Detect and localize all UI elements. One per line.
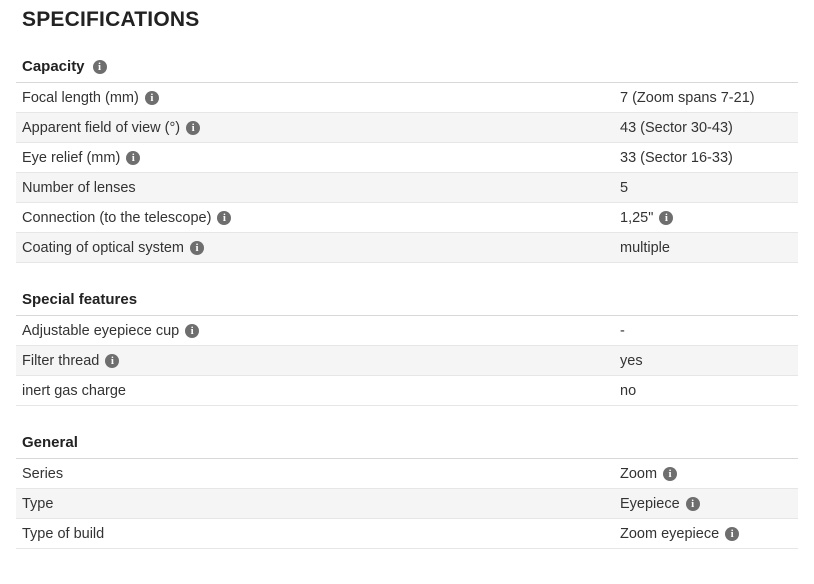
info-icon[interactable]: i <box>105 354 119 368</box>
spec-row <box>16 376 798 406</box>
spec-value <box>620 323 798 339</box>
spec-label <box>16 496 620 512</box>
section-title <box>16 291 798 316</box>
spec-value <box>620 120 798 136</box>
spec-value-text: 7 (Zoom spans 7-21) <box>620 89 755 106</box>
spec-label-text: Focal length (mm) <box>22 89 139 106</box>
spec-label <box>16 90 620 106</box>
info-icon[interactable]: i <box>190 241 204 255</box>
spec-value-text: yes <box>620 352 643 369</box>
spec-value-text: 1,25" <box>620 209 654 226</box>
spec-label-text: Connection (to the telescope) <box>22 209 212 226</box>
spec-label-text: Number of lenses <box>22 179 136 196</box>
spec-value-text: Zoom eyepiece <box>620 525 720 542</box>
spec-value-text: no <box>620 382 637 399</box>
spec-row <box>16 519 798 549</box>
spec-label <box>16 466 620 482</box>
spec-row <box>16 489 798 519</box>
spec-label <box>16 180 620 196</box>
spec-row <box>16 316 798 346</box>
spec-label-text: Eye relief (mm) <box>22 149 121 166</box>
spec-label <box>16 210 620 226</box>
info-icon[interactable]: i <box>185 324 199 338</box>
info-icon[interactable]: i <box>663 467 677 481</box>
spec-rows <box>16 83 798 263</box>
spec-row <box>16 203 798 233</box>
spec-value-text: 33 (Sector 16-33) <box>620 149 733 166</box>
spec-label-text: Filter thread <box>22 352 100 369</box>
spec-value <box>620 496 798 512</box>
spec-row <box>16 346 798 376</box>
spec-value-text: Eyepiece <box>620 495 680 512</box>
section-title-label: Special features <box>22 291 138 308</box>
info-icon[interactable]: i <box>186 121 200 135</box>
spec-value <box>620 210 798 226</box>
info-icon[interactable]: i <box>145 91 159 105</box>
spec-value <box>620 90 798 106</box>
spec-value <box>620 180 798 196</box>
spec-label <box>16 240 620 256</box>
spec-row <box>16 143 798 173</box>
spec-value-text: - <box>620 322 625 339</box>
section-spacer <box>16 412 798 434</box>
spec-label-text: Coating of optical system <box>22 239 184 256</box>
section-spacer <box>16 269 798 291</box>
spec-value-text: multiple <box>620 239 670 256</box>
spec-value <box>620 466 798 482</box>
spec-rows <box>16 316 798 406</box>
spec-value <box>620 353 798 369</box>
section-title <box>16 58 798 83</box>
spec-label <box>16 120 620 136</box>
spec-label <box>16 150 620 166</box>
page-title: SPECIFICATIONS <box>22 8 200 31</box>
info-icon[interactable]: i <box>93 60 107 74</box>
spec-rows <box>16 459 798 549</box>
spec-label-text: inert gas charge <box>22 382 126 399</box>
spec-row <box>16 113 798 143</box>
spec-section <box>16 291 798 406</box>
specifications-sections <box>16 58 798 549</box>
spec-row <box>16 173 798 203</box>
spec-label <box>16 383 620 399</box>
spec-value-text: 43 (Sector 30-43) <box>620 119 733 136</box>
spec-value-text: 5 <box>620 179 629 196</box>
info-icon[interactable]: i <box>659 211 673 225</box>
spec-section <box>16 58 798 263</box>
info-icon[interactable]: i <box>126 151 140 165</box>
section-title-label: General <box>22 434 78 451</box>
section-title <box>16 434 798 459</box>
spec-label-text: Adjustable eyepiece cup <box>22 322 180 339</box>
spec-label <box>16 353 620 369</box>
spec-row <box>16 83 798 113</box>
spec-label <box>16 526 620 542</box>
spec-value <box>620 150 798 166</box>
spec-value <box>620 240 798 256</box>
info-icon[interactable]: i <box>725 527 739 541</box>
spec-value <box>620 383 798 399</box>
spec-row <box>16 233 798 263</box>
spec-value-text: Zoom <box>620 465 658 482</box>
spec-row <box>16 459 798 489</box>
spec-label-text: Type of build <box>22 525 105 542</box>
spec-section <box>16 434 798 549</box>
info-icon[interactable]: i <box>217 211 231 225</box>
section-title-label: Capacity <box>22 58 85 75</box>
spec-value <box>620 526 798 542</box>
info-icon[interactable]: i <box>686 497 700 511</box>
spec-label-text: Apparent field of view (°) <box>22 119 181 136</box>
spec-label-text: Type <box>22 495 54 512</box>
spec-label <box>16 323 620 339</box>
spec-label-text: Series <box>22 465 64 482</box>
